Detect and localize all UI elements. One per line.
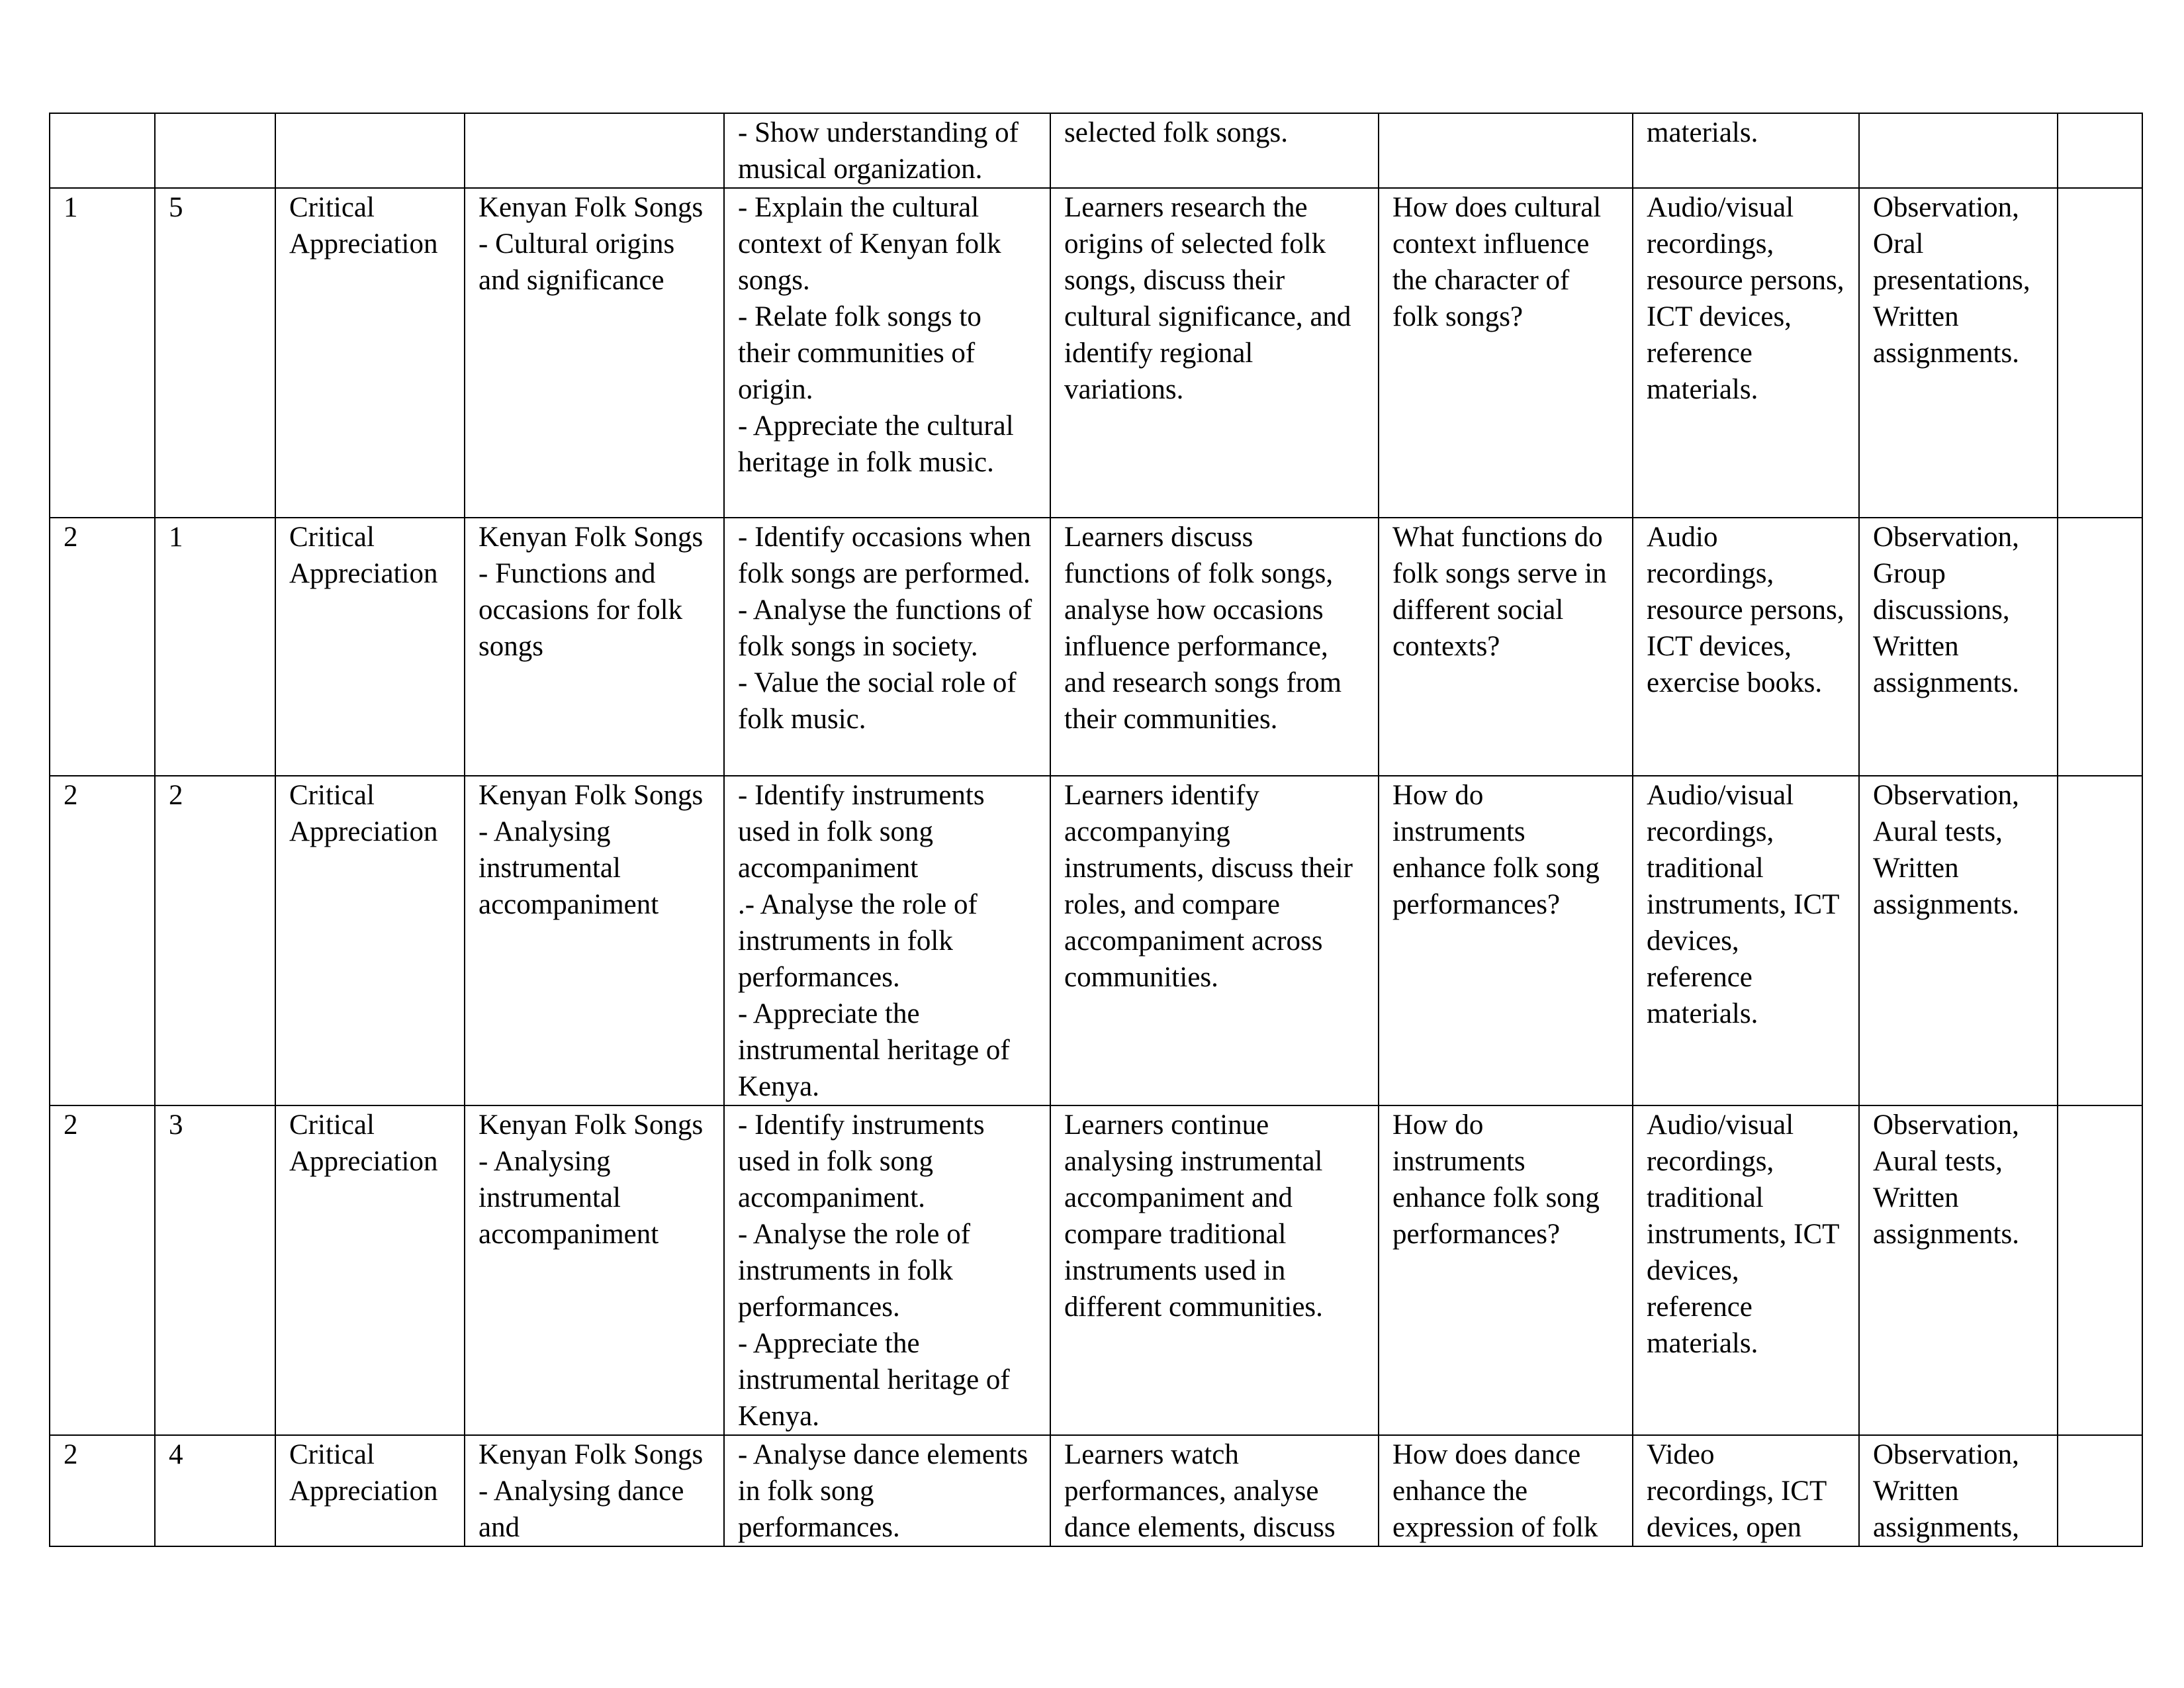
learning-outcomes-cell [724, 1435, 1050, 1546]
learning-experiences-cell: Learners watch performances, analyse dance elements, discuss [1050, 1435, 1379, 1546]
outcome-line: - Appreciate the cultural heritage in folk music. [738, 410, 1021, 478]
learning-outcomes-cell [724, 188, 1050, 518]
week-cell [50, 113, 155, 188]
learning-outcomes-cell [724, 776, 1050, 1105]
week-cell: 2 [50, 1105, 155, 1435]
strand-cell [275, 113, 465, 188]
learning-experiences-cell: selected folk songs. [1050, 113, 1379, 188]
sub-strand-cell: Kenyan Folk Songs - Cultural origins and significance [465, 188, 724, 518]
lesson-cell: 4 [155, 1435, 275, 1546]
outcome-line: - Show understanding of musical organization. [738, 117, 1026, 185]
outcome-line: - Identify instruments used in folk song accompaniment. [738, 1109, 992, 1213]
table-row [50, 188, 2142, 518]
lesson-cell [155, 113, 275, 188]
sub-strand-cell: Kenyan Folk Songs - Analysing instrumental accompaniment [465, 776, 724, 1105]
week-cell: 2 [50, 1435, 155, 1546]
lesson-cell: 5 [155, 188, 275, 518]
lesson-cell: 2 [155, 776, 275, 1105]
resources-cell: materials. [1633, 113, 1859, 188]
resources-cell: Audio/visual recordings, traditional instruments, ICT devices, reference materials. [1633, 776, 1859, 1105]
key-inquiry-cell: How do instruments enhance folk song performances? [1379, 776, 1633, 1105]
learning-experiences-cell: Learners identify accompanying instruments, discuss their roles, and compare accompaniment across communities. [1050, 776, 1379, 1105]
table-row [50, 113, 2142, 188]
remarks-cell [2058, 1435, 2142, 1546]
learning-outcomes-cell [724, 113, 1050, 188]
table-row [50, 1435, 2142, 1546]
outcome-line: - Relate folk songs to their communities of origin. [738, 301, 989, 405]
assessment-cell: Observation, Written assignments, [1859, 1435, 2058, 1546]
remarks-cell [2058, 776, 2142, 1105]
remarks-cell [2058, 1105, 2142, 1435]
week-cell: 1 [50, 188, 155, 518]
learning-outcomes-cell [724, 1105, 1050, 1435]
remarks-cell [2058, 113, 2142, 188]
sub-strand-cell [465, 113, 724, 188]
outcome-line: - Identify occasions when folk songs are performed. [738, 522, 1038, 589]
table-row [50, 518, 2142, 776]
outcome-line: - Appreciate the instrumental heritage of Kenya. [738, 1328, 1017, 1432]
sub-strand-cell: Kenyan Folk Songs - Analysing instrumental accompaniment [465, 1105, 724, 1435]
key-inquiry-cell: How does dance enhance the expression of folk [1379, 1435, 1633, 1546]
assessment-cell: Observation, Group discussions, Written assignments. [1859, 518, 2058, 776]
week-cell: 2 [50, 518, 155, 776]
table-row [50, 1105, 2142, 1435]
remarks-cell [2058, 518, 2142, 776]
key-inquiry-cell [1379, 113, 1633, 188]
outcome-line: - Analyse the role of instruments in folk performances. [738, 1219, 978, 1323]
strand-cell: Critical Appreciation [275, 1435, 465, 1546]
resources-cell: Audio recordings, resource persons, ICT devices, exercise books. [1633, 518, 1859, 776]
learning-experiences-cell: Learners continue analysing instrumental accompaniment and compare traditional instruments used in different communities. [1050, 1105, 1379, 1435]
week-cell: 2 [50, 776, 155, 1105]
resources-cell: Audio/visual recordings, resource persons, ICT devices, reference materials. [1633, 188, 1859, 518]
outcome-line: - Analyse dance elements in folk song performances. [738, 1439, 1035, 1543]
outcome-line: - Value the social role of folk music. [738, 667, 1024, 735]
outcome-line: - Appreciate the instrumental heritage of Kenya. [738, 998, 1017, 1102]
sub-strand-cell: Kenyan Folk Songs - Analysing dance and [465, 1435, 724, 1546]
outcome-line: - Identify instruments used in folk song accompaniment [738, 780, 992, 884]
assessment-cell: Observation, Oral presentations, Written assignments. [1859, 188, 2058, 518]
outcome-line: .- Analyse the role of instruments in folk performances. [738, 889, 985, 993]
lesson-cell: 3 [155, 1105, 275, 1435]
key-inquiry-cell: How do instruments enhance folk song performances? [1379, 1105, 1633, 1435]
learning-outcomes-cell [724, 518, 1050, 776]
strand-cell: Critical Appreciation [275, 776, 465, 1105]
outcome-line: - Analyse the functions of folk songs in society. [738, 594, 1039, 662]
assessment-cell: Observation, Aural tests, Written assignments. [1859, 776, 2058, 1105]
learning-experiences-cell: Learners discuss functions of folk songs, analyse how occasions influence performance, and research songs from their communities. [1050, 518, 1379, 776]
assessment-cell [1859, 113, 2058, 188]
scheme-of-work-table [49, 113, 2143, 1547]
learning-experiences-cell: Learners research the origins of selected folk songs, discuss their cultural significance, and identify regional variations. [1050, 188, 1379, 518]
resources-cell: Video recordings, ICT devices, open [1633, 1435, 1859, 1546]
strand-cell: Critical Appreciation [275, 1105, 465, 1435]
key-inquiry-cell: What functions do folk songs serve in different social contexts? [1379, 518, 1633, 776]
lesson-cell: 1 [155, 518, 275, 776]
assessment-cell: Observation, Aural tests, Written assignments. [1859, 1105, 2058, 1435]
sub-strand-cell: Kenyan Folk Songs - Functions and occasions for folk songs [465, 518, 724, 776]
table-row [50, 776, 2142, 1105]
outcome-line: - Explain the cultural context of Kenyan folk songs. [738, 192, 1009, 296]
key-inquiry-cell: How does cultural context influence the character of folk songs? [1379, 188, 1633, 518]
strand-cell: Critical Appreciation [275, 518, 465, 776]
resources-cell: Audio/visual recordings, traditional instruments, ICT devices, reference materials. [1633, 1105, 1859, 1435]
strand-cell: Critical Appreciation [275, 188, 465, 518]
remarks-cell [2058, 188, 2142, 518]
